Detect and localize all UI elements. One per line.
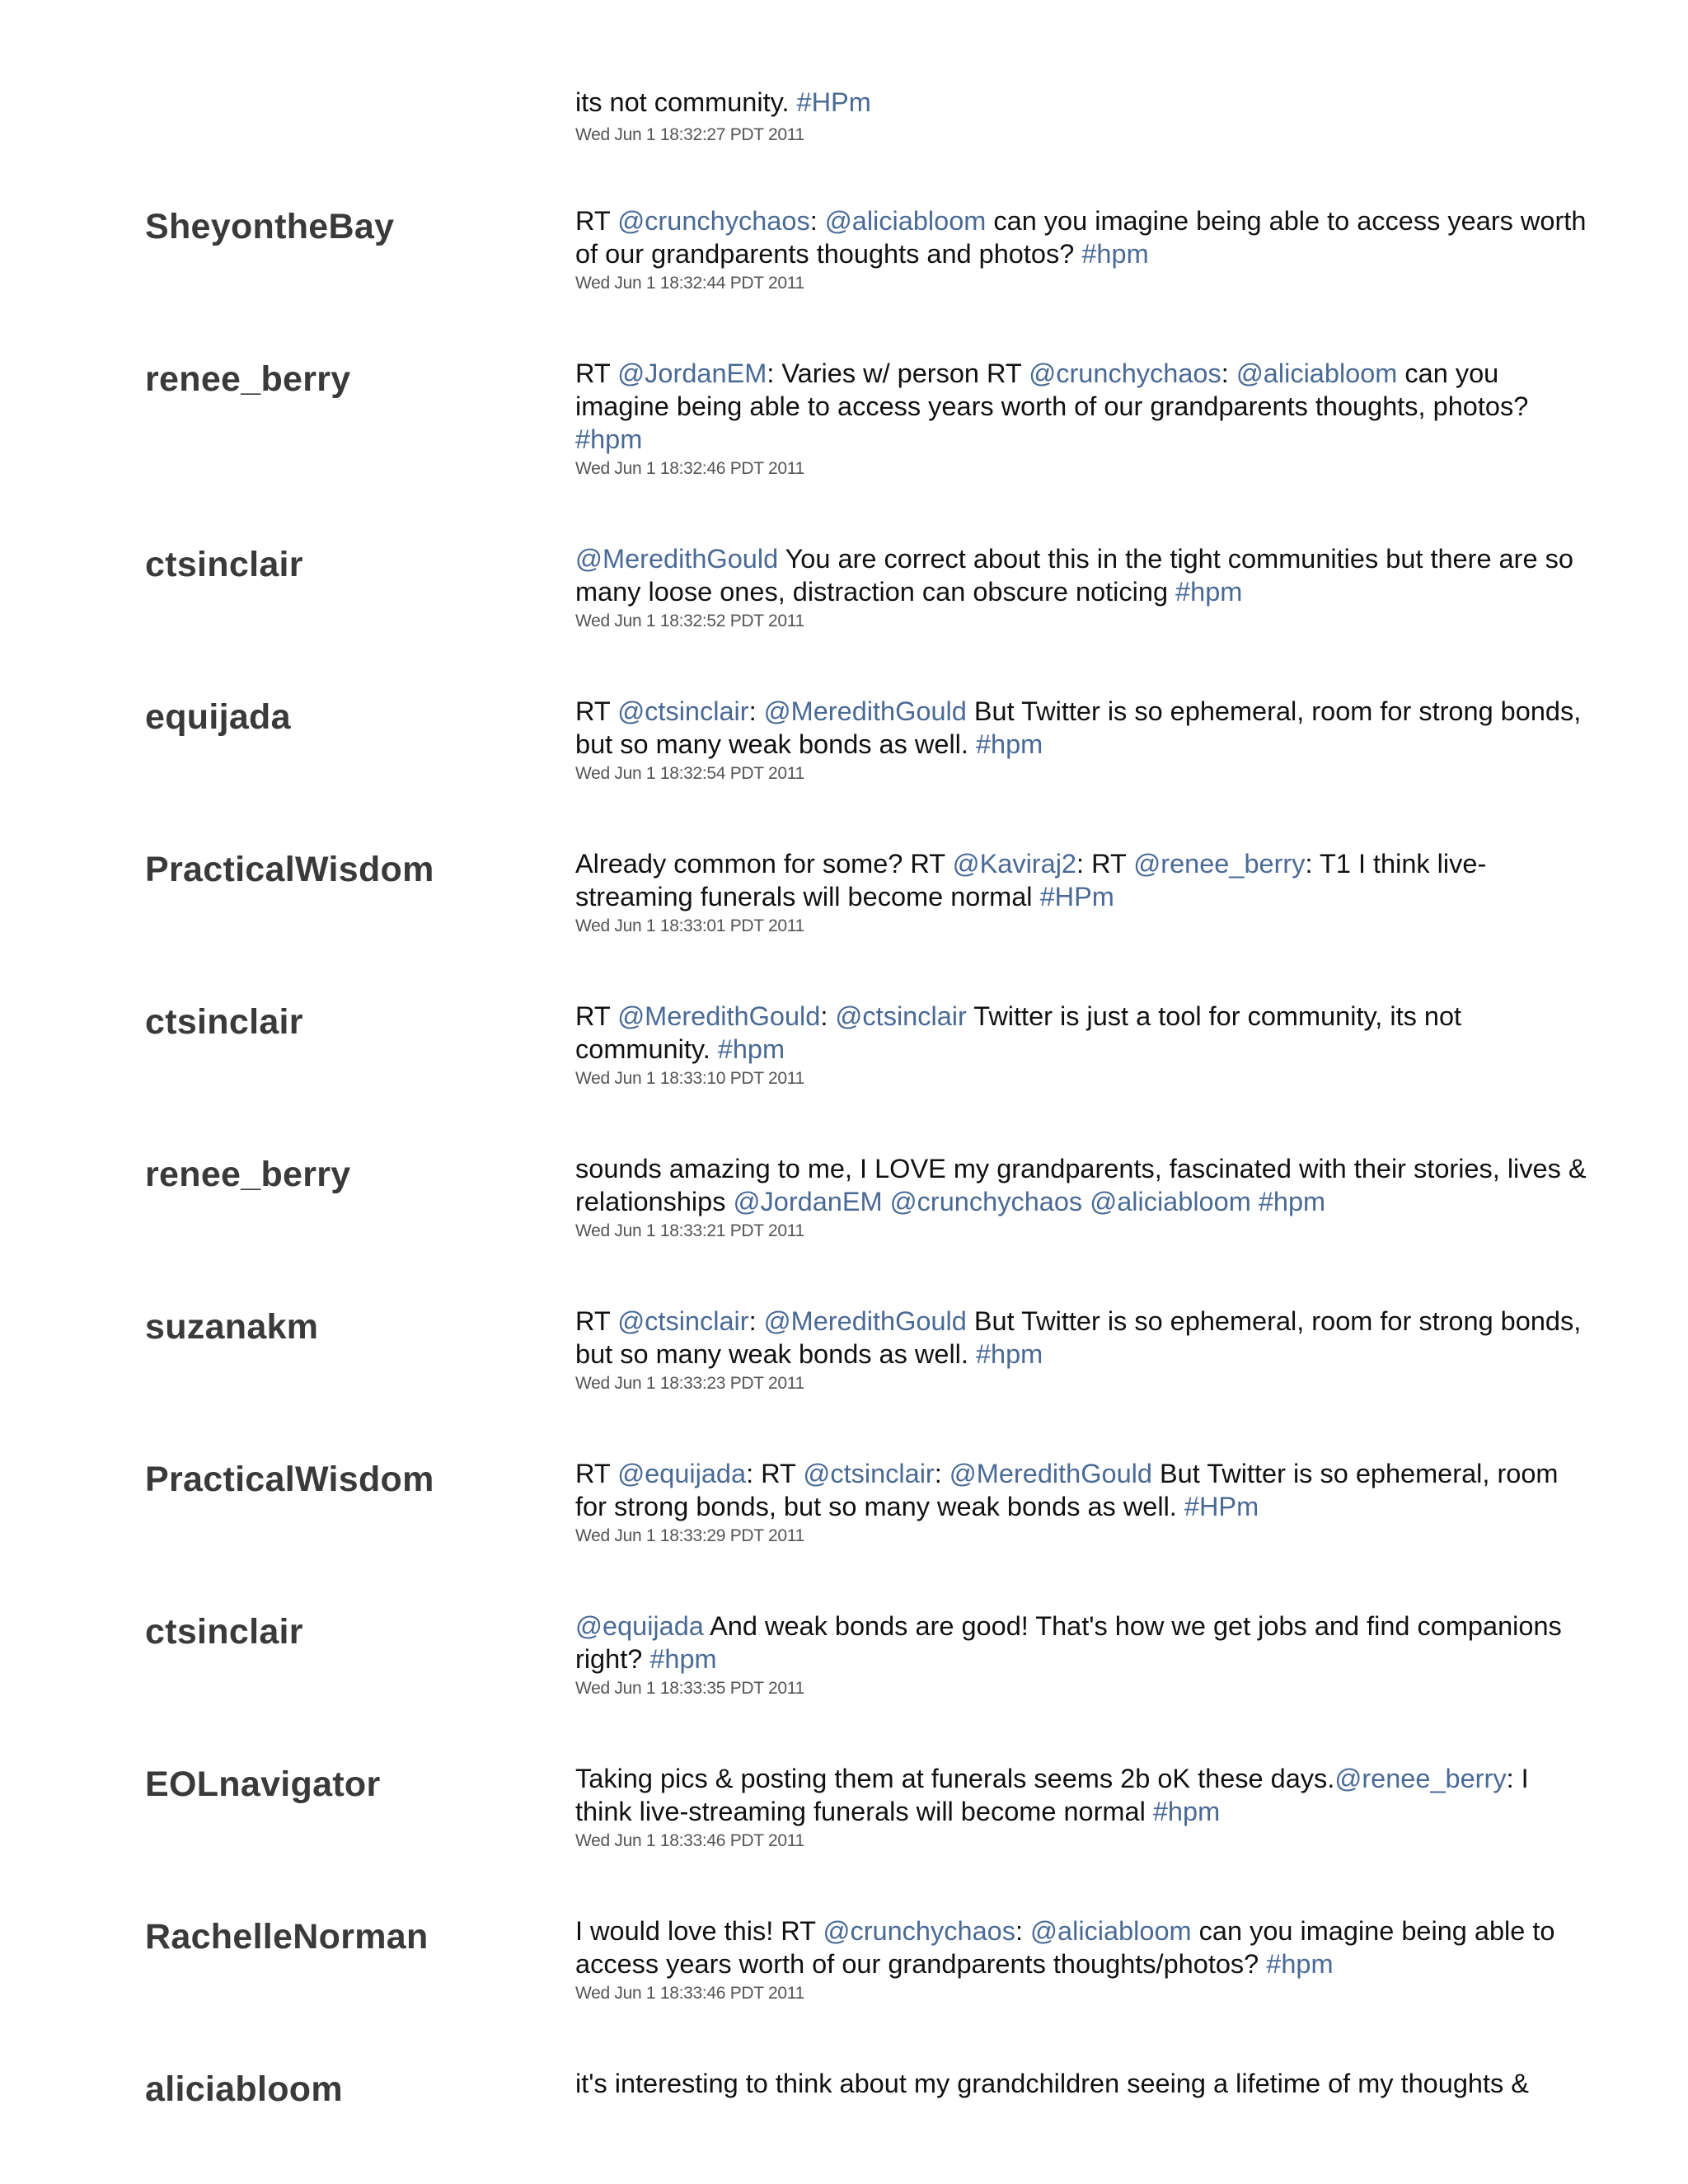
tweet-username[interactable]: PracticalWisdom	[145, 850, 434, 889]
hashtag-link[interactable]: #hpm	[717, 1034, 785, 1064]
tweet-text-segment: can you imagine being able to access years worth of our grandparents thoughts, photos?	[575, 359, 1529, 421]
tweet-timestamp: Wed Jun 1 18:33:10 PDT 2011	[575, 1069, 804, 1088]
tweet-timestamp: Wed Jun 1 18:33:35 PDT 2011	[575, 1679, 804, 1698]
mention-link[interactable]: @aliciabloom	[1090, 1187, 1251, 1216]
mention-link[interactable]: @ctsinclair	[835, 1001, 967, 1031]
hashtag-link[interactable]: #HPm	[1184, 1492, 1259, 1521]
mention-link[interactable]: @Kaviraj2	[952, 849, 1077, 879]
hashtag-link[interactable]: #hpm	[975, 1339, 1043, 1369]
tweet-text-segment: :	[1221, 359, 1236, 388]
tweet-text-segment: You are correct about this in the tight communities but there are so many loose ones, distraction can obscure noticing	[575, 544, 1573, 607]
tweet-timestamp: Wed Jun 1 18:33:29 PDT 2011	[575, 1526, 804, 1545]
tweet-text-segment: RT	[575, 1306, 618, 1336]
tweet-timestamp: Wed Jun 1 18:33:01 PDT 2011	[575, 916, 804, 935]
tweet-body	[575, 2067, 1589, 2100]
tweet-text-segment: can you imagine being able to access years worth of our grandparents thoughts/photos?	[575, 1916, 1555, 1979]
tweet-text-segment: But Twitter is so ephemeral, room for strong bonds, but so many weak bonds as well.	[575, 1306, 1582, 1369]
tweet-text-segment: Twitter is just a tool for community, its not community.	[575, 1001, 1462, 1064]
hashtag-link[interactable]: #hpm	[975, 729, 1043, 759]
tweet-text	[575, 542, 1589, 608]
hashtag-link[interactable]: #hpm	[575, 424, 643, 454]
tweet-text-segment: Already common for some? RT	[575, 849, 953, 879]
tweet-text	[575, 1152, 1589, 1218]
tweet-username[interactable]: ctsinclair	[145, 1002, 303, 1042]
mention-link[interactable]: @equijada	[575, 1611, 704, 1641]
tweet-timestamp: Wed Jun 1 18:32:54 PDT 2011	[575, 764, 804, 783]
tweet-body	[575, 86, 1589, 147]
mention-link[interactable]: @crunchychaos	[1029, 359, 1221, 388]
mention-link[interactable]: @renee_berry	[1334, 1764, 1507, 1793]
tweet-text-segment: its not community.	[575, 87, 797, 117]
tweet-text	[575, 1610, 1589, 1675]
mention-link[interactable]: @crunchychaos	[617, 206, 810, 236]
hashtag-link[interactable]: #hpm	[1258, 1187, 1326, 1216]
tweet-timestamp: Wed Jun 1 18:33:21 PDT 2011	[575, 1221, 804, 1240]
mention-link[interactable]: @crunchychaos	[823, 1916, 1015, 1946]
tweet-timestamp: Wed Jun 1 18:33:46 PDT 2011	[575, 1984, 804, 2003]
tweet-text	[575, 1762, 1589, 1828]
tweet-text	[575, 357, 1589, 456]
hashtag-link[interactable]: #hpm	[649, 1644, 717, 1674]
tweet-text-segment: :	[934, 1459, 950, 1488]
tweet-username[interactable]: aliciabloom	[145, 2069, 343, 2109]
tweet-text	[575, 2067, 1589, 2100]
tweet-text-segment: RT	[575, 1001, 618, 1031]
tweet-body	[575, 1762, 1589, 1853]
tweet-text-segment: it's interesting to think about my grandchildren seeing a lifetime of my thoughts &	[575, 2069, 1529, 2098]
tweet-text	[575, 1457, 1589, 1523]
mention-link[interactable]: @MeredithGould	[763, 696, 967, 726]
tweet-text	[575, 204, 1589, 270]
mention-link[interactable]: @JordanEM	[733, 1187, 883, 1216]
tweet-text-segment: :	[1015, 1916, 1031, 1946]
tweet-username[interactable]: ctsinclair	[145, 1612, 303, 1652]
tweet-body	[575, 695, 1589, 785]
tweet-username[interactable]: renee_berry	[145, 1155, 351, 1194]
tweet-body	[575, 1610, 1589, 1700]
tweet-text-segment: :	[809, 206, 825, 236]
tweet-body	[575, 1457, 1589, 1548]
tweet-text-segment: But Twitter is so ephemeral, room for strong bonds, but so many weak bonds as well.	[575, 1459, 1559, 1521]
tweet-text	[575, 695, 1589, 761]
tweet-timestamp: Wed Jun 1 18:32:44 PDT 2011	[575, 274, 804, 293]
tweet-body	[575, 357, 1589, 480]
tweet-text-segment: But Twitter is so ephemeral, room for strong bonds, but so many weak bonds as well.	[575, 696, 1582, 759]
tweet-body	[575, 1915, 1589, 2005]
mention-link[interactable]: @equijada	[617, 1459, 747, 1488]
tweet-body	[575, 1152, 1589, 1243]
tweet-text	[575, 1000, 1589, 1066]
hashtag-link[interactable]: #hpm	[1266, 1949, 1334, 1979]
tweet-text-segment: : RT	[1076, 849, 1134, 879]
tweet-text-segment: sounds amazing to me, I LOVE my grandparents, fascinated with their stories, lives & relationships	[575, 1154, 1587, 1216]
mention-link[interactable]: @JordanEM	[617, 359, 767, 388]
tweet-username[interactable]: EOLnavigator	[145, 1765, 381, 1804]
hashtag-link[interactable]: #hpm	[1175, 577, 1243, 607]
mention-link[interactable]: @aliciabloom	[1236, 359, 1398, 388]
tweet-text	[575, 1305, 1589, 1371]
mention-link[interactable]: @aliciabloom	[1030, 1916, 1192, 1946]
tweet-timestamp: Wed Jun 1 18:32:46 PDT 2011	[575, 459, 804, 478]
hashtag-link[interactable]: #HPm	[1039, 882, 1114, 912]
mention-link[interactable]: @MeredithGould	[949, 1459, 1152, 1488]
mention-link[interactable]: @MeredithGould	[763, 1306, 967, 1336]
hashtag-link[interactable]: #hpm	[1152, 1797, 1221, 1826]
tweet-text-segment: RT	[575, 1459, 618, 1488]
tweet-text	[575, 1915, 1589, 1980]
tweet-text-segment: : Varies w/ person RT	[767, 359, 1029, 388]
tweet-username[interactable]: suzanakm	[145, 1307, 319, 1347]
tweet-text-segment: And weak bonds are good! That's how we get jobs and find companions right?	[575, 1611, 1562, 1674]
tweet-body	[575, 847, 1589, 938]
mention-link[interactable]: @ctsinclair	[617, 1306, 749, 1336]
tweet-text-segment: : I think live-streaming funerals will become normal	[575, 1764, 1529, 1826]
mention-link[interactable]: @crunchychaos	[889, 1187, 1083, 1216]
tweet-body	[575, 1305, 1589, 1395]
tweet-body	[575, 204, 1589, 295]
tweet-text-segment: RT	[575, 206, 618, 236]
tweet-username[interactable]: RachelleNorman	[145, 1917, 429, 1957]
tweet-text-segment: RT	[575, 359, 618, 388]
tweet-timestamp: Wed Jun 1 18:32:27 PDT 2011	[575, 125, 804, 144]
hashtag-link[interactable]: #hpm	[1081, 239, 1149, 269]
hashtag-link[interactable]: #HPm	[796, 87, 871, 117]
tweet-text-segment	[1251, 1187, 1259, 1216]
tweet-text-segment: : T1 I think live-streaming funerals will become normal	[575, 849, 1487, 912]
tweet-text-segment: :	[820, 1001, 836, 1031]
tweet-text	[575, 847, 1589, 913]
tweet-body	[575, 542, 1589, 633]
tweet-username[interactable]: SheyontheBay	[145, 207, 395, 246]
tweet-text-segment: RT	[575, 696, 618, 726]
tweet-text-segment	[883, 1187, 890, 1216]
tweet-username[interactable]: PracticalWisdom	[145, 1460, 434, 1499]
tweet-timestamp: Wed Jun 1 18:33:46 PDT 2011	[575, 1831, 804, 1850]
mention-link[interactable]: @aliciabloom	[824, 206, 987, 236]
tweet-text-segment: :	[748, 696, 764, 726]
tweet-text-segment: :	[748, 1306, 764, 1336]
tweet-timestamp: Wed Jun 1 18:33:23 PDT 2011	[575, 1374, 804, 1393]
mention-link[interactable]: @renee_berry	[1133, 849, 1306, 879]
mention-link[interactable]: @ctsinclair	[803, 1459, 935, 1488]
tweet-text	[575, 86, 1589, 119]
tweet-username[interactable]: equijada	[145, 697, 291, 737]
mention-link[interactable]: @MeredithGould	[617, 1001, 821, 1031]
tweet-text-segment: can you imagine being able to access years worth of our grandparents thoughts and photos?	[575, 206, 1587, 269]
tweet-text-segment	[1082, 1187, 1090, 1216]
tweet-username[interactable]: renee_berry	[145, 359, 351, 399]
tweet-text-segment: Taking pics & posting them at funerals seems 2b oK these days.	[575, 1764, 1335, 1793]
tweet-timestamp: Wed Jun 1 18:32:52 PDT 2011	[575, 612, 804, 630]
tweet-body	[575, 1000, 1589, 1090]
mention-link[interactable]: @MeredithGould	[575, 544, 779, 574]
mention-link[interactable]: @ctsinclair	[617, 696, 749, 726]
tweet-text-segment: I would love this! RT	[575, 1916, 823, 1946]
tweet-text-segment: : RT	[746, 1459, 804, 1488]
tweet-username[interactable]: ctsinclair	[145, 545, 303, 584]
